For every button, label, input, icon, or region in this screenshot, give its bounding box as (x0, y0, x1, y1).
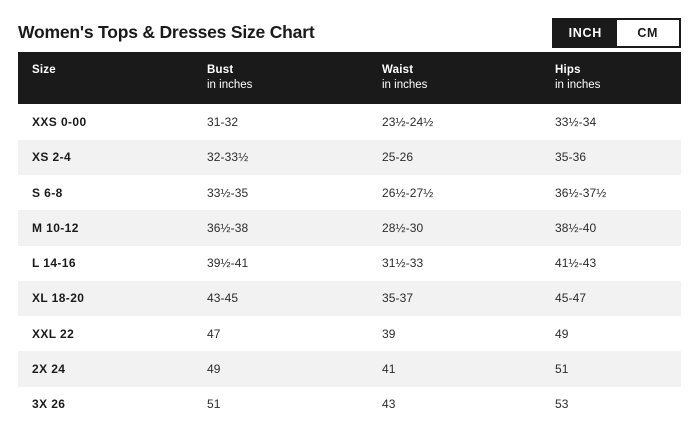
table-row (18, 316, 681, 351)
column-header-size (18, 52, 193, 104)
column-header-waist (368, 52, 541, 104)
cell-size: XXS 0-00 (18, 104, 193, 139)
cell-hips: 49 (541, 316, 681, 351)
cell-hips: 35-36 (541, 140, 681, 175)
page-title: Women's Tops & Dresses Size Chart (18, 22, 315, 42)
unit-toggle[interactable] (552, 18, 681, 48)
cell-hips: 41½-43 (541, 246, 681, 281)
cell-waist: 26½-27½ (368, 175, 541, 210)
cell-waist: 31½-33 (368, 246, 541, 281)
cell-bust: 32-33½ (193, 140, 368, 175)
table-row (18, 210, 681, 245)
cell-waist: 41 (368, 351, 541, 386)
cell-waist: 23½-24½ (368, 104, 541, 139)
table-row (18, 140, 681, 175)
column-header-size-label: Size (32, 64, 56, 76)
size-table-body (18, 104, 681, 422)
column-header-hips-label: Hips (555, 64, 581, 76)
table-row (18, 246, 681, 281)
cell-waist: 39 (368, 316, 541, 351)
cell-bust: 31-32 (193, 104, 368, 139)
column-header-waist-label: Waist (382, 64, 414, 76)
size-table-container (0, 52, 699, 422)
table-row (18, 175, 681, 210)
table-row (18, 281, 681, 316)
column-header-bust (193, 52, 368, 104)
cell-size: XXL 22 (18, 316, 193, 351)
cell-size: 3X 26 (18, 387, 193, 422)
column-header-waist-sub: in inches (382, 79, 428, 92)
cell-bust: 49 (193, 351, 368, 386)
column-header-bust-sub: in inches (207, 79, 253, 92)
cell-waist: 28½-30 (368, 210, 541, 245)
page-header (0, 0, 699, 52)
unit-toggle-inch[interactable]: INCH (554, 20, 617, 46)
column-header-hips (541, 52, 681, 104)
cell-size: XL 18-20 (18, 281, 193, 316)
unit-toggle-cm[interactable]: CM (617, 20, 680, 46)
cell-waist: 35-37 (368, 281, 541, 316)
cell-bust: 51 (193, 387, 368, 422)
cell-bust: 47 (193, 316, 368, 351)
table-row (18, 104, 681, 139)
cell-size: S 6-8 (18, 175, 193, 210)
table-header-row (18, 52, 681, 104)
column-header-hips-sub: in inches (555, 79, 601, 92)
cell-size: M 10-12 (18, 210, 193, 245)
cell-hips: 45-47 (541, 281, 681, 316)
cell-bust: 39½-41 (193, 246, 368, 281)
cell-size: 2X 24 (18, 351, 193, 386)
cell-bust: 43-45 (193, 281, 368, 316)
cell-waist: 25-26 (368, 140, 541, 175)
cell-size: L 14-16 (18, 246, 193, 281)
cell-hips: 36½-37½ (541, 175, 681, 210)
size-table (18, 52, 681, 422)
column-header-bust-label: Bust (207, 64, 234, 76)
cell-size: XS 2-4 (18, 140, 193, 175)
cell-waist: 43 (368, 387, 541, 422)
cell-hips: 33½-34 (541, 104, 681, 139)
cell-hips: 51 (541, 351, 681, 386)
cell-hips: 38½-40 (541, 210, 681, 245)
cell-bust: 33½-35 (193, 175, 368, 210)
size-table-head (18, 52, 681, 104)
cell-bust: 36½-38 (193, 210, 368, 245)
table-row (18, 387, 681, 422)
cell-hips: 53 (541, 387, 681, 422)
table-row (18, 351, 681, 386)
